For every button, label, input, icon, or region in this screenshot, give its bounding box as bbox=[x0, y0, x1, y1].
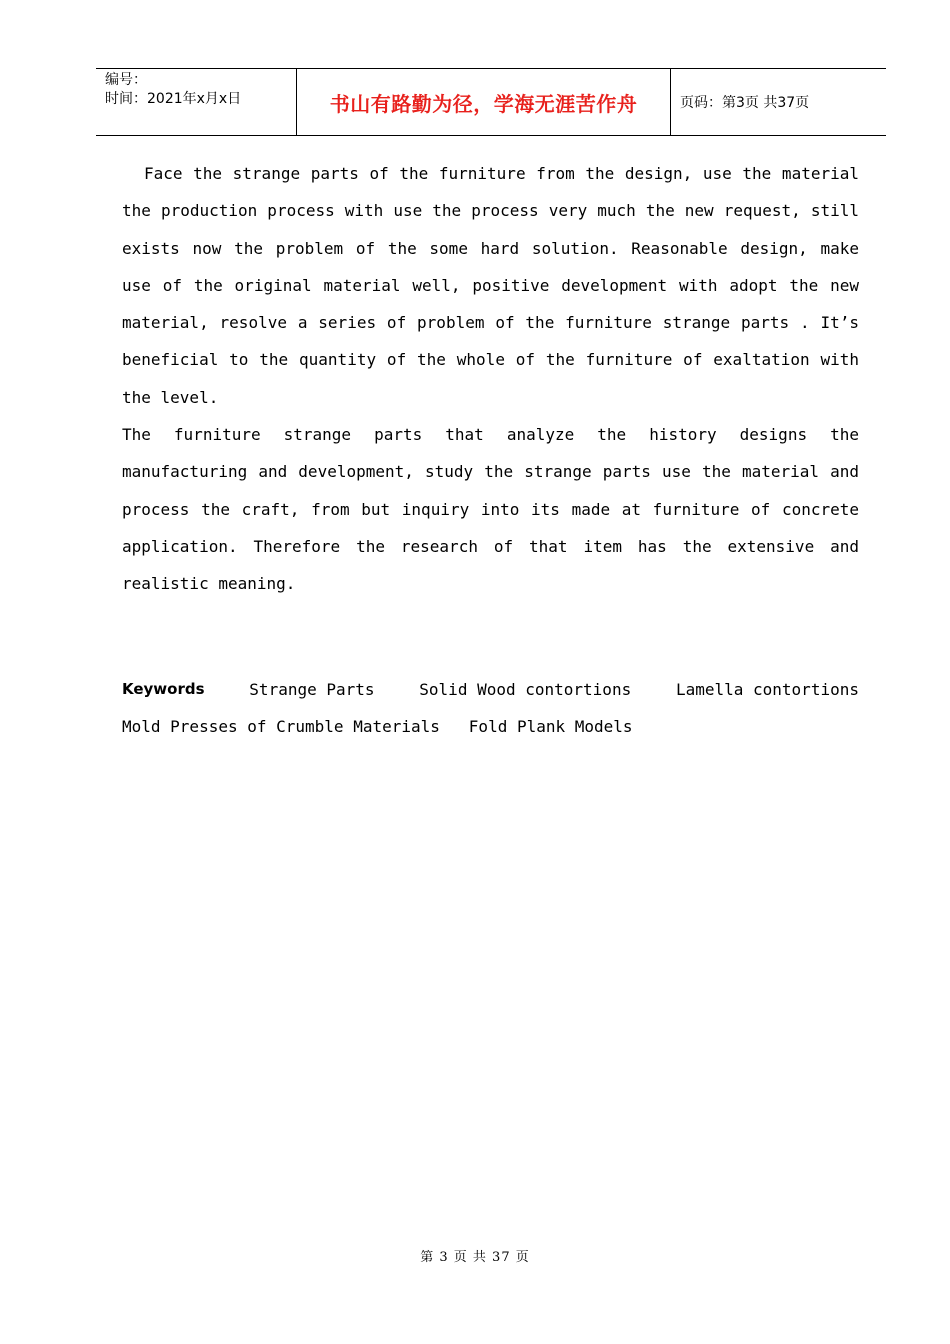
header-page-cell bbox=[671, 69, 886, 135]
keyword-item: Strange Parts bbox=[249, 680, 375, 699]
keywords-label: Keywords bbox=[122, 680, 205, 698]
keywords-section bbox=[122, 671, 859, 746]
keywords-line-2 bbox=[122, 708, 859, 745]
page-footer: 第 3 页 共 37 页 bbox=[420, 1250, 530, 1265]
abstract-body bbox=[122, 155, 859, 603]
header-page-info: 页码：第3页 共37页 bbox=[680, 95, 810, 111]
keyword-item: Solid Wood contortions bbox=[419, 680, 632, 699]
header-motto-cell bbox=[297, 69, 671, 135]
abstract-paragraph-1: Face the strange parts of the furniture from the design, use the material the production process with use the process very much the new request, still exists now the problem of the some hard solution. Reasonable design, make use of the original material well, positive development with adopt the new material, resolve a series of problem of the furniture strange parts . It’s beneficial to the quantity of the whole of the furniture of exaltation with the level. bbox=[122, 164, 859, 407]
abstract-paragraph-2: The furniture strange parts that analyze the history designs the manufacturing and development, study the strange parts use the material and process the craft, from but inquiry into its made at furniture of concrete application. Therefore the research of that item has the extensive and realistic meaning. bbox=[122, 425, 859, 594]
keyword-item: Fold Plank Models bbox=[468, 717, 633, 737]
header-meta-cell bbox=[96, 69, 297, 135]
keyword-item: Lamella contortions bbox=[675, 680, 859, 699]
document-date: 时间：2021年x月x日 bbox=[105, 91, 242, 107]
keyword-item: Mold Presses of Crumble Materials bbox=[122, 717, 440, 737]
document-number-label: 编号： bbox=[105, 72, 147, 88]
keywords-line-1 bbox=[122, 671, 859, 708]
header-motto: 书山有路勤为径，学海无涯苦作舟 bbox=[329, 91, 638, 116]
header-table bbox=[96, 68, 886, 136]
